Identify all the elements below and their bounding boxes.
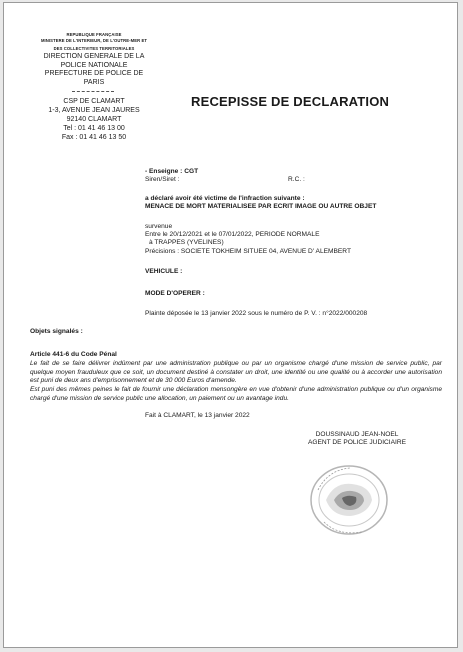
article-paragraph-1: Le fait de se faire délivrer indûment par une administration publique ou par un organisme chargé d'une mission de service public, par quelque moyen frauduleux que ce soit, un document destiné à constater un droit, une identité ou une qualité ou à accorder une autorisation est puni de deux ans d'emprisonnement et de 30 000 Euros d'amende.	[30, 360, 442, 385]
header-tel: Tel : 01 41 46 13 00	[63, 125, 125, 132]
header-ministere: MINISTERE DE L'INTERIEUR, DE L'OUTRE-MER ET	[40, 38, 148, 43]
declaration-intro: a déclaré avoir été victime de l'infraction suivante :	[145, 195, 305, 202]
objets-signales: Objets signalés :	[30, 328, 83, 335]
signatory-role: AGENT DE POLICE JUDICIAIRE	[307, 439, 407, 446]
header-city: 92140 CLAMART	[66, 116, 122, 123]
fait-a: Fait à CLAMART, le 13 janvier 2022	[145, 412, 250, 419]
header-collectivites: DES COLLECTIVITES TERRITORIALES	[53, 46, 135, 51]
survenue: survenue	[145, 223, 173, 230]
infraction: MENACE DE MORT MATERIALISEE PAR ECRIT IMAGE OU AUTRE OBJET	[145, 203, 377, 210]
receipt-page	[3, 2, 458, 648]
signatory-name: DOUSSINAUD JEAN-NOEL	[315, 431, 399, 438]
page-title: RECEPISSE DE DECLARATION	[191, 94, 390, 109]
incident-place: à TRAPPES (YVELINES)	[149, 239, 224, 246]
header-fax: Fax : 01 41 46 13 50	[61, 134, 127, 141]
article-title: Article 441-6 du Code Pénal	[30, 351, 117, 358]
header-prefecture-2: PARIS	[83, 79, 105, 86]
vehicule-label: VEHICULE :	[145, 268, 183, 275]
precisions: Précisions : SOCIETE TOKHEIM SITUEE 04, AVENUE D' ALEMBERT	[145, 248, 351, 255]
header-csp: CSP DE CLAMART	[63, 98, 125, 105]
header-prefecture-1: PREFECTURE DE POLICE DE	[44, 70, 144, 77]
header-address: 1-3, AVENUE JEAN JAURES	[48, 107, 140, 114]
header-republique: REPUBLIQUE FRANÇAISE	[66, 32, 122, 37]
siren-siret: Siren/Siret :	[145, 176, 180, 183]
header-direction-1: DIRECTION GENERALE DE LA	[43, 53, 145, 60]
enseigne: - Enseigne : CGT	[145, 168, 199, 175]
rc-label: R.C. :	[288, 176, 305, 183]
header-direction-2: POLICE NATIONALE	[60, 62, 128, 69]
incident-period: Entre le 20/12/2021 et le 07/01/2022, PERIODE NORMALE	[145, 231, 320, 238]
mode-operer-label: MODE D'OPERER :	[145, 290, 205, 297]
article-paragraph-2: Est puni des mêmes peines le fait de fournir une déclaration mensongère en vue d'obtenir d'une administration publique ou d'un organisme chargé d'une mission de service public une allocation, un paiement ou un avantage indu.	[30, 386, 442, 402]
official-stamp	[304, 460, 394, 540]
plainte-line: Plainte déposée le 13 janvier 2022 sous le numéro de P. V. : n°2022/000208	[145, 310, 368, 317]
header-separator	[72, 91, 114, 92]
